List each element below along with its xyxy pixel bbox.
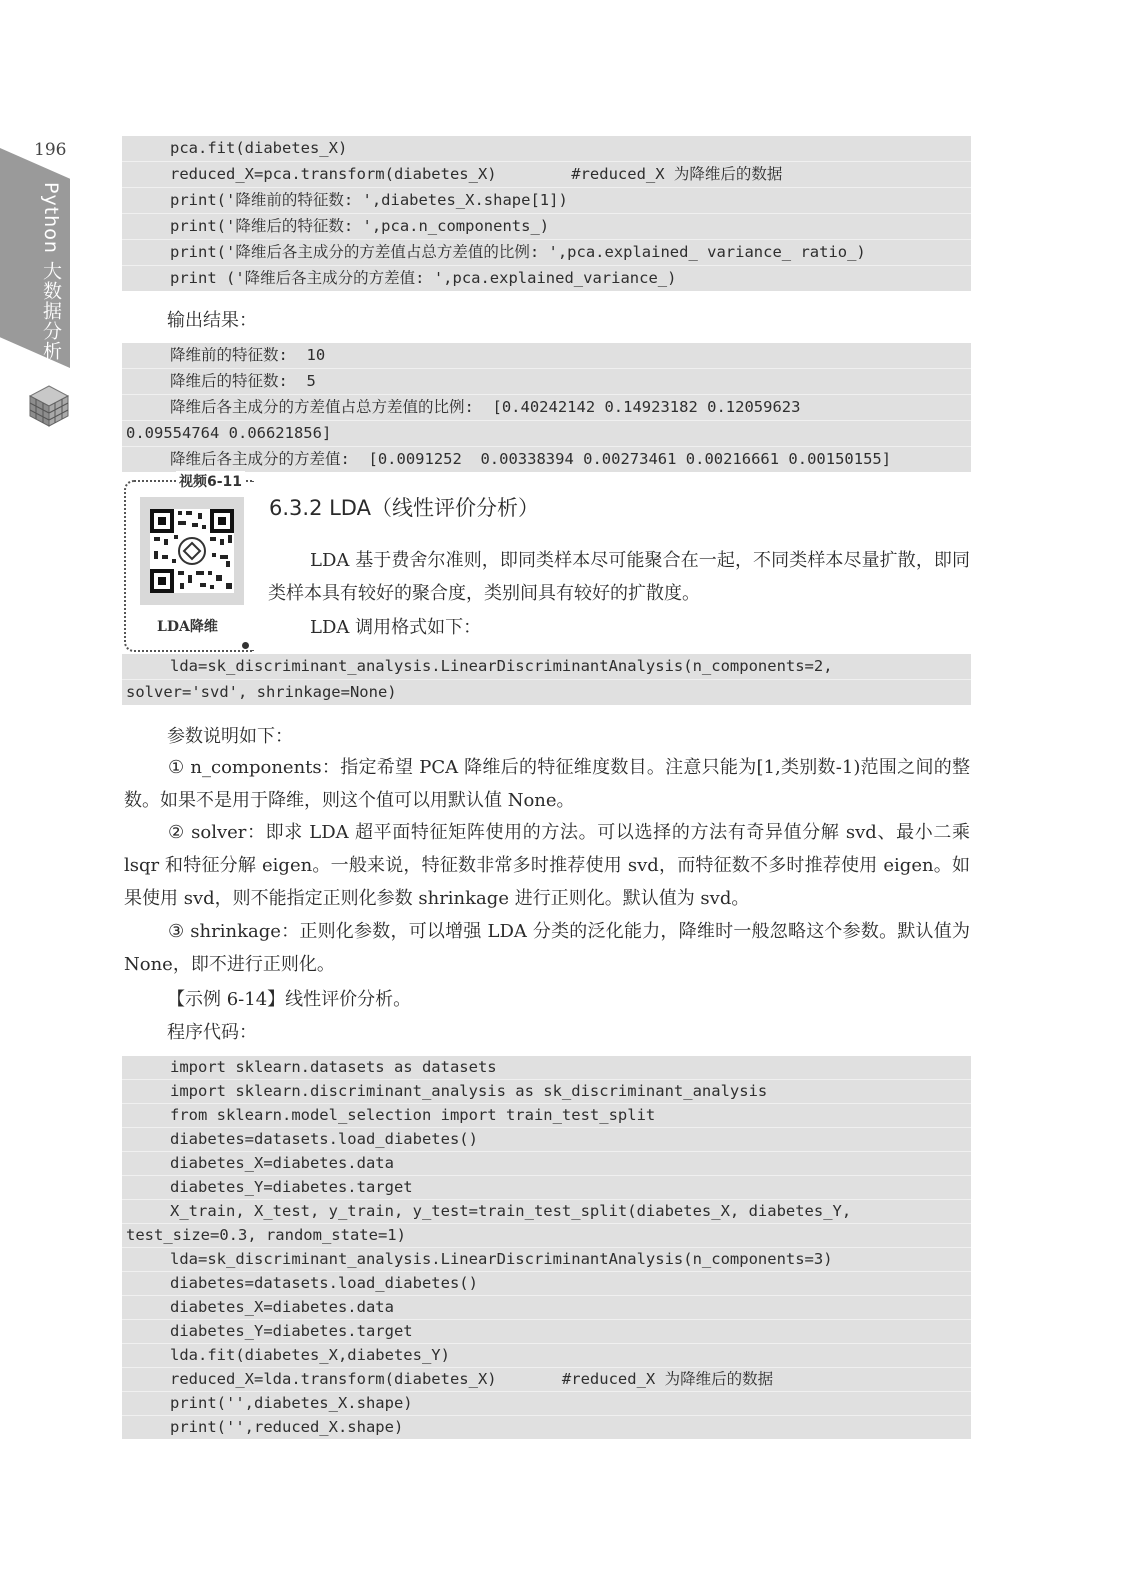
code-line: print('降维后各主成分的方差值占总方差值的比例: ',pca.explained_ variance_ ratio_)	[122, 240, 971, 266]
section-paragraph: LDA 调用格式如下：	[310, 617, 482, 638]
code-line: lda=sk_discriminant_analysis.LinearDiscriminantAnalysis(n_components=3)	[122, 1248, 971, 1272]
param-description: ① n_components：指定希望 PCA 降维后的特征维度数目。注意只能为[1,类别数-1)范围之间的整数。如果不是用于降维，则这个值可以用默认值 None。	[124, 757, 970, 811]
output-line: 降维后的特征数: 5	[122, 369, 971, 395]
code-line: lda.fit(diabetes_X,diabetes_Y)	[122, 1344, 971, 1368]
param-description: ③ shrinkage：正则化参数，可以增强 LDA 分类的泛化能力，降维时一般忽略这个参数。默认值为 None，即不进行正则化。	[124, 921, 970, 975]
video-label: 视频6-11	[176, 471, 245, 491]
output-block	[122, 343, 971, 472]
code-line: reduced_X=pca.transform(diabetes_X) #reduced_X 为降维后的数据	[122, 162, 971, 188]
output-line: 降维前的特征数: 10	[122, 343, 971, 369]
example-label: 【示例 6-14】线性评价分析。	[167, 989, 412, 1010]
code-label: 程序代码：	[167, 1022, 257, 1043]
output-label: 输出结果：	[167, 310, 257, 331]
code-line: diabetes_X=diabetes.data	[122, 1296, 971, 1320]
code-line: diabetes_Y=diabetes.target	[122, 1320, 971, 1344]
code-line: import sklearn.datasets as datasets	[122, 1056, 971, 1080]
frame-end-dot	[242, 642, 249, 649]
code-line: solver='svd', shrinkage=None)	[126, 683, 397, 701]
param-description: ② solver：即求 LDA 超平面特征矩阵使用的方法。可以选择的方法有奇异值分解 svd、最小二乘 lsqr 和特征分解 eigen。一般来说，特征数非常多时推荐使用 svd，而特征数不多时推荐使用 eigen。如果使用 svd，则不能指定正则化参数 shrinkage 进行正则化。默认值为 svd。	[124, 822, 970, 909]
code-block-lda-example	[122, 1056, 971, 1439]
output-line: 降维后各主成分的方差值: [0.0091252 0.00338394 0.00273461 0.00216661 0.00150155]	[170, 450, 892, 468]
code-line: print('',reduced_X.shape)	[170, 1418, 404, 1436]
code-line: print('降维前的特征数: ',diabetes_X.shape[1])	[122, 188, 971, 214]
code-line: print('降维后的特征数: ',pca.n_components_)	[122, 214, 971, 240]
qr-code-icon[interactable]	[140, 497, 244, 605]
code-line: reduced_X=lda.transform(diabetes_X) #reduced_X 为降维后的数据	[122, 1368, 971, 1392]
code-line: diabetes_X=diabetes.data	[122, 1152, 971, 1176]
code-line: from sklearn.model_selection import train_test_split	[122, 1104, 971, 1128]
code-line: diabetes=datasets.load_diabetes()	[122, 1272, 971, 1296]
side-title: Python 大数据分析	[40, 182, 62, 361]
section-heading: 6.3.2 LDA（线性评价分析）	[269, 496, 539, 520]
section-paragraph: LDA 基于费舍尔准则，即同类样本尽可能聚合在一起，不同类样本尽量扩散，即同类样本具有较好的聚合度，类别间具有较好的扩散度。	[268, 550, 970, 604]
code-line: print('',diabetes_X.shape)	[122, 1392, 971, 1416]
page-number: 196	[34, 140, 67, 160]
code-line: test_size=0.3, random_state=1)	[122, 1224, 971, 1248]
params-label: 参数说明如下：	[167, 726, 293, 747]
code-line: lda=sk_discriminant_analysis.LinearDiscriminantAnalysis(n_components=2,	[122, 654, 971, 680]
code-line: diabetes_Y=diabetes.target	[122, 1176, 971, 1200]
output-line: 降维后各主成分的方差值占总方差值的比例: [0.40242142 0.14923182 0.12059623	[122, 395, 971, 421]
code-line: print ('降维后各主成分的方差值: ',pca.explained_variance_)	[170, 269, 677, 287]
cube-logo-icon	[26, 382, 72, 428]
output-line: 0.09554764 0.06621856]	[122, 421, 971, 447]
code-line: X_train, X_test, y_train, y_test=train_test_split(diabetes_X, diabetes_Y,	[122, 1200, 971, 1224]
code-line: diabetes=datasets.load_diabetes()	[122, 1128, 971, 1152]
code-block-lda-signature	[122, 654, 971, 705]
code-line: pca.fit(diabetes_X)	[122, 136, 971, 162]
code-line: import sklearn.discriminant_analysis as sk_discriminant_analysis	[122, 1080, 971, 1104]
code-block-pca	[122, 136, 971, 291]
video-caption: LDA降维	[157, 619, 218, 635]
